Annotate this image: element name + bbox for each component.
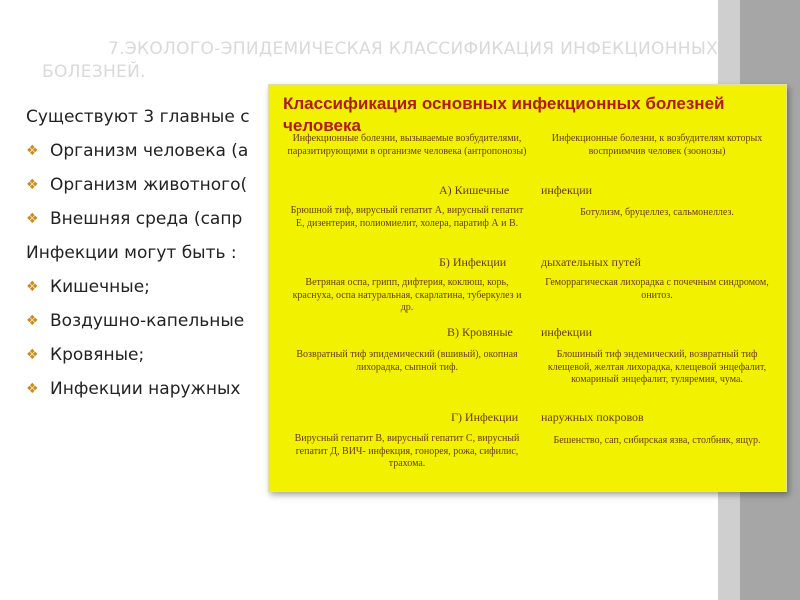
table-title: Классификация основных инфекционных болезней человека — [283, 94, 725, 135]
source-item — [22, 134, 292, 168]
diamond-star-bullet-icon: ❖ — [26, 381, 39, 397]
group-a-left: А) Кишечные — [439, 183, 510, 197]
group-a-left-text: Брюшной тиф, вирусный гепатит А, вирусный гепатит Е, дизентерия, полиомиелит, холера, паратиф А и В. — [290, 205, 524, 229]
group-b-right: дыхательных путей — [541, 255, 641, 269]
source-item — [22, 168, 292, 202]
diamond-star-bullet-icon: ❖ — [26, 347, 39, 363]
group-c-right-text: Блошиный тиф эндемический, возвратный тиф клещевой, желтая лихорадка, клещевой энцефалит, комариный энцефалит, туляремия, чума. — [547, 349, 767, 385]
infection-type-item — [22, 304, 292, 338]
group-b-left: Б) Инфекции — [439, 255, 507, 269]
col-header-anthroponoses: Инфекционные болезни, вызываемые возбудителями, паразитирующими в организме человека (антропонозы) — [287, 133, 527, 157]
group-a-right: инфекции — [541, 183, 593, 197]
infection-type-label: Кишечные; — [50, 277, 150, 297]
group-d-left: Г) Инфекции — [451, 410, 519, 424]
group-b-right-text: Геморрагическая лихорадка с почечным синдромом, онитоз. — [545, 277, 769, 301]
infection-type-label: Кровяные; — [50, 345, 145, 365]
group-c-left: В) Кровяные — [447, 325, 513, 339]
infection-type-item — [22, 372, 292, 406]
group-b-left-text: Ветряная оспа, грипп, дифтерия, коклюш, корь, краснуха, оспа натуральная, скарлатина, туберкулез и др. — [292, 277, 522, 313]
group-a-right-text: Ботулизм, бруцеллез, сальмонеллез. — [580, 207, 734, 218]
diamond-star-bullet-icon: ❖ — [26, 143, 39, 159]
diamond-star-bullet-icon: ❖ — [26, 279, 39, 295]
sources-intro: Существуют 3 главные с — [26, 107, 250, 127]
group-c-right: инфекции — [541, 325, 593, 339]
infection-type-item — [22, 270, 292, 304]
infection-type-label: Воздушно-капельные — [50, 311, 245, 331]
group-c-left-text: Возвратный тиф эпидемический (вшивый), окопная лихорадка, сыпной тиф. — [296, 349, 518, 373]
diamond-star-bullet-icon: ❖ — [26, 313, 39, 329]
source-item-label: Внешняя среда (сапр — [50, 209, 243, 229]
infection-type-label: Инфекции наружных — [50, 379, 241, 399]
infections-intro: Инфекции могут быть : — [26, 243, 237, 263]
source-item — [22, 202, 292, 236]
group-d-right: наружных покровов — [541, 410, 644, 424]
classification-table-image — [268, 84, 787, 492]
diamond-star-bullet-icon: ❖ — [26, 177, 39, 193]
slide-title: 7.ЭКОЛОГО-ЭПИДЕМИЧЕСКАЯ КЛАССИФИКАЦИЯ ИНФЕКЦИОННЫХ БОЛЕЗНЕЙ. — [42, 39, 719, 82]
group-d-right-text: Бешенство, сап, сибирская язва, столбняк, ящур. — [553, 435, 761, 446]
slide-content — [22, 100, 292, 406]
source-item-label: Организм человека (а — [50, 141, 249, 161]
col-header-zoonoses: Инфекционные болезни, к возбудителям которых восприимчив человек (зоонозы) — [551, 133, 763, 157]
diamond-star-bullet-icon: ❖ — [26, 211, 39, 227]
group-d-left-text: Вирусный гепатит В, вирусный гепатит С, вирусный гепатит Д, ВИЧ- инфекция, гонорея, рожа, сифилис, трахома. — [294, 433, 520, 469]
source-item-label: Организм животного( — [50, 175, 248, 195]
infection-type-item — [22, 338, 292, 372]
